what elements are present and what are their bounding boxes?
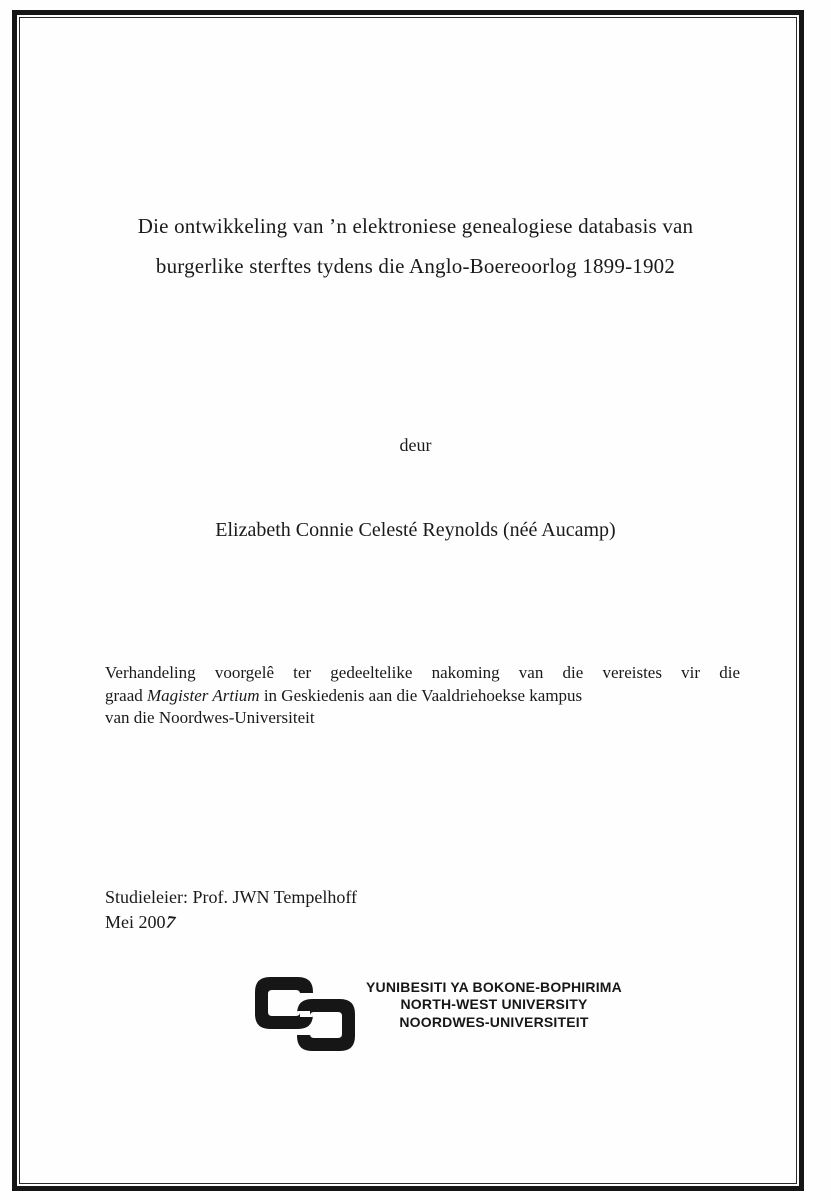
date-line (105, 910, 357, 935)
thesis-degree-name: Magister Artium (147, 685, 260, 705)
thesis-statement-line1: Verhandeling voorgelê ter gedeeltelike nakoming van die vereistes vir die (105, 663, 740, 682)
thesis-statement-line2-post: in Geskiedenis aan die Vaaldriehoekse kampus (259, 685, 583, 705)
university-logo-text (363, 979, 625, 1031)
author-name: Elizabeth Connie Celesté Reynolds (néé Aucamp) (215, 519, 616, 541)
thesis-statement-line2-pre: graad (105, 685, 148, 705)
logo-text-line2: NORTH-WEST UNIVERSITY (400, 996, 588, 1013)
logo-text-line3: NOORDWES-UNIVERSITEIT (399, 1013, 589, 1030)
nwu-chain-links-icon (255, 977, 355, 1051)
supervisor-block (105, 885, 357, 935)
thesis-statement-line2 (105, 685, 740, 708)
thesis-statement (105, 662, 740, 730)
supervisor-line: Studieleier: Prof. JWN Tempelhoff (105, 887, 358, 907)
date-last-digit: 7 (162, 911, 178, 933)
thesis-title-line2: burgerlike sterftes tydens die Anglo-Boereoorlog 1899-1902 (155, 254, 676, 278)
byline-label: deur (399, 435, 432, 455)
thesis-statement-line3: van die Noordwes-Universiteit (105, 708, 315, 727)
university-logo (255, 977, 625, 1051)
logo-text-line1: YUNIBESITI YA BOKONE-BOPHIRIMA (366, 979, 622, 995)
thesis-title-line1: Die ontwikkeling van ’n elektroniese genealogiese databasis van (137, 214, 694, 238)
thesis-title (0, 206, 831, 286)
date-prefix: Mei 200 (105, 912, 166, 932)
